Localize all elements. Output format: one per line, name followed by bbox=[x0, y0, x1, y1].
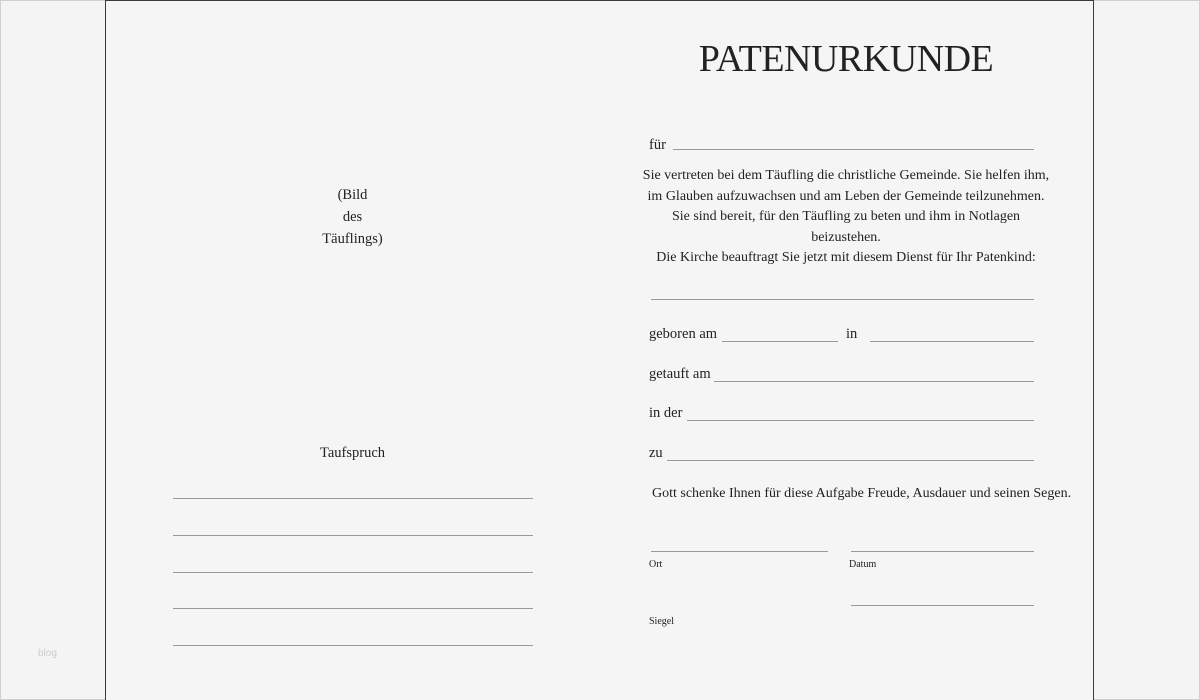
blessing-text: Gott schenke Ihnen für diese Aufgabe Freude, Ausdauer und seinen Segen. bbox=[652, 486, 1072, 501]
geboren-date-line bbox=[722, 341, 838, 342]
datum-label: Datum bbox=[849, 559, 877, 570]
fuer-line bbox=[673, 149, 1034, 150]
signature-line bbox=[851, 605, 1034, 606]
photo-caption-line: des bbox=[342, 209, 363, 225]
zu-label: zu bbox=[649, 445, 663, 461]
in-label: in bbox=[846, 326, 858, 342]
siegel-label: Siegel bbox=[649, 616, 674, 627]
taufspruch-line bbox=[173, 608, 533, 609]
taufspruch-line bbox=[173, 645, 533, 646]
ort-kirche-line bbox=[667, 460, 1034, 461]
datum-line bbox=[851, 551, 1034, 552]
getauft-label: getauft am bbox=[649, 366, 711, 382]
geburtsort-line bbox=[870, 341, 1034, 342]
intro-line: Sie vertreten bei dem Täufling die christliche Gemeinde. Sie helfen ihm, bbox=[642, 168, 1050, 183]
intro-text bbox=[639, 166, 1053, 269]
ort-line bbox=[651, 551, 828, 552]
watermark: blog bbox=[38, 648, 57, 659]
right-page bbox=[599, 0, 1094, 700]
taufspruch-line bbox=[173, 572, 533, 573]
ort-label: Ort bbox=[649, 559, 663, 570]
intro-line: Die Kirche beauftragt Sie jetzt mit diesem Dienst für Ihr Patenkind: bbox=[656, 250, 1036, 265]
getauft-date-line bbox=[714, 381, 1034, 382]
intro-line: im Glauben aufzuwachsen und am Leben der Gemeinde teilzunehmen. bbox=[647, 188, 1045, 204]
intro-line: Sie sind bereit, für den Täufling zu beten und ihm in Notlagen beizustehen. bbox=[671, 209, 1021, 245]
taufspruch-line bbox=[173, 498, 533, 499]
patenkind-name-line bbox=[651, 299, 1034, 300]
kirche-line bbox=[687, 420, 1034, 421]
taufspruch-label: Taufspruch bbox=[319, 445, 386, 461]
photo-caption-line: (Bild bbox=[337, 187, 368, 203]
fuer-label: für bbox=[649, 137, 666, 153]
taufspruch-line bbox=[173, 535, 533, 536]
in-der-label: in der bbox=[649, 405, 683, 421]
geboren-label: geboren am bbox=[649, 326, 718, 342]
photo-placeholder-caption bbox=[106, 184, 599, 250]
certificate-title: PATENURKUNDE bbox=[698, 38, 994, 80]
photo-caption-line: Täuflings) bbox=[322, 231, 383, 247]
left-page bbox=[105, 0, 600, 700]
